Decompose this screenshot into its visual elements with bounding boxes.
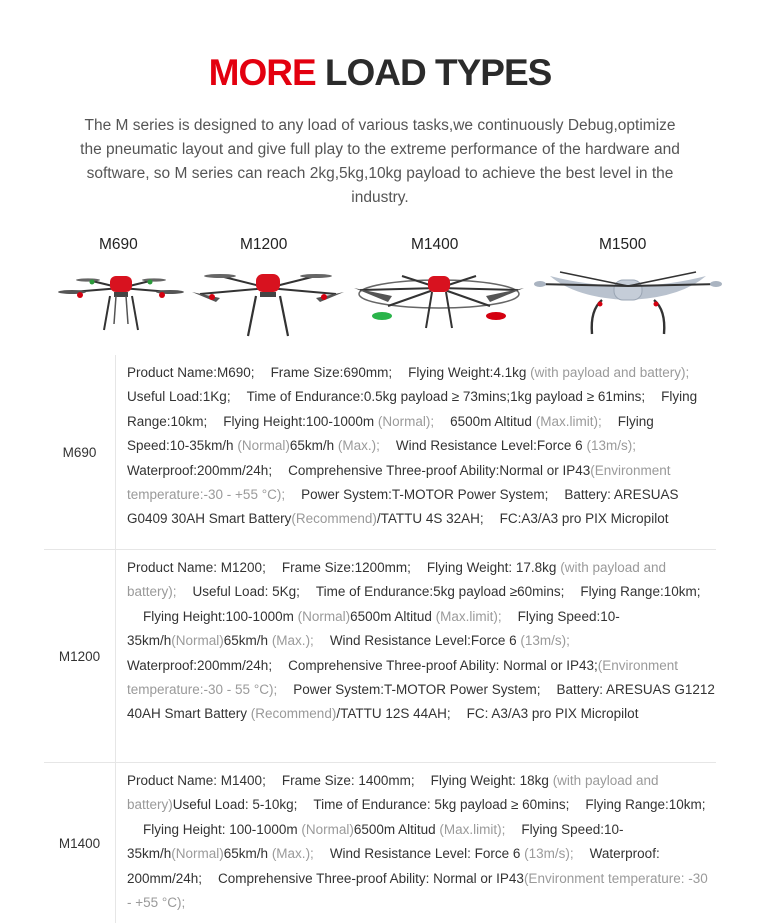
spec-item [313,797,569,812]
model-gallery [0,236,760,346]
spec-item-note: (Normal) [237,438,290,454]
spec-item-value: Battery: ARESUAS G1212 40AH Smart Battery [127,682,715,722]
spec-item-note: (Max.); [337,438,380,454]
spec-item-value: Waterproof:200mm/24h; [127,462,273,478]
spec-item [282,773,415,788]
spec-item-value: Product Name:M690; [127,365,255,380]
spec-item [224,846,314,861]
title-main: LOAD TYPES [315,52,552,93]
spec-item [330,846,574,861]
spec-item [330,633,570,648]
intro-paragraph: The M series is designed to any load of various tasks,we continuously Debug,optimize the pneumatic layout and give full play to the extreme performance of the hardware and software, so M series can reach 2kg,5kg,10kg payload to achieve the best level in the industry. [80,117,680,206]
spec-row-m1200 [44,550,716,763]
spec-item-value: Waterproof:200mm/24h; [127,657,273,673]
spec-item-value: FC:A3/A3 pro PIX Micropilot [499,511,669,527]
model-label-m1200: M1200 [240,236,288,253]
spec-item-value: Product Name: M1400; [127,773,266,788]
spec-item-value: Flying Weight:4.1kg [408,365,531,380]
spec-item-value: Flying Range:10km; [127,389,698,429]
spec-item-value: Flying Height:100-1000m [223,413,378,429]
spec-item-note: (Environment temperature:-30 - 55 °C); [127,657,679,698]
spec-item [224,633,314,648]
spec-item-value: 6500m Altitud [353,821,440,837]
spec-item-note: (Max.); [271,633,314,649]
spec-item-note: (Environment temperature:-30 - +55 °C); [127,462,671,503]
spec-item [377,511,484,526]
spec-item [293,682,540,697]
spec-row-description [116,550,716,762]
spec-item-value: 6500m Altitud [350,608,436,624]
spec-item-value: Comprehensive Three-proof Ability: Normal or IP43; [288,657,598,673]
spec-row-model: M690 [44,355,116,549]
spec-item [271,365,393,380]
spec-row-m690 [44,355,716,550]
spec-item-note: (Recommend) [291,511,377,527]
spec-item [127,389,231,404]
spec-row-model: M1200 [44,550,116,762]
spec-item-value: Power System:T-MOTOR Power System; [293,682,541,698]
spec-item-note: (with payload and battery); [127,560,667,600]
spec-item-value: Wind Resistance Level:Force 6 [329,633,521,649]
spec-item-value: 65km/h [223,846,272,862]
model-label-m1400: M1400 [411,236,459,253]
spec-item [336,706,450,721]
spec-item-value: Time of Endurance: 5kg payload ≥ 60mins; [313,797,570,813]
page-title [0,52,760,94]
spec-row-m1400 [44,763,716,923]
title-accent: MORE [208,52,316,93]
spec-item-note: (Max.limit); [439,821,506,837]
spec-item [450,414,602,429]
spec-item-value: Flying Speed:10-35km/h [127,413,654,454]
spec-item [585,797,705,812]
spec-item-note: (Environment temperature: -30 - +55 °C); [127,870,708,911]
spec-item-value: Useful Load:1Kg; [127,389,231,405]
model-label-m690: M690 [99,236,138,253]
spec-item-note: (Recommend) [250,706,337,722]
drone-m1500-image [530,266,726,336]
spec-item-note: (Max.limit); [535,413,602,429]
spec-item-value: Wind Resistance Level:Force 6 [395,438,587,454]
spec-item [173,797,298,812]
spec-item [247,389,646,404]
spec-item-value: FC: A3/A3 pro PIX Micropilot [466,706,639,722]
spec-item-value: 65km/h [223,633,272,649]
spec-row-description [116,763,716,923]
drone-m1400-image [352,266,526,330]
spec-item [127,560,266,575]
spec-item-value: /TATTU 4S 32AH; [376,511,484,527]
spec-item [223,414,434,429]
spec-item-value: Frame Size:690mm; [270,365,393,380]
spec-item-value: Comprehensive Three-proof Ability: Normal or IP43 [218,870,524,886]
spec-item [580,584,700,599]
spec-item [350,609,502,624]
spec-item-value: Wind Resistance Level: Force 6 [329,846,525,862]
spec-item-value: Flying Range:10km; [580,584,701,600]
spec-item-value: Useful Load: 5-10kg; [172,797,298,813]
spec-item [143,822,354,837]
spec-item-note: (Max.limit); [435,608,502,624]
spec-row-model: M1400 [44,763,116,923]
spec-item-value: Flying Weight: 18kg [430,773,553,788]
spec-item-value: Flying Range:10km; [585,797,706,813]
spec-row-description [116,355,716,549]
spec-item-note: (Normal); [377,413,435,429]
spec-item-note: (with payload and battery) [127,773,659,813]
spec-item-value: Time of Endurance:5kg payload ≥60mins; [315,584,565,600]
spec-item [193,584,300,599]
spec-item-value: 6500m Altitud [450,413,536,429]
spec-item-value: /TATTU 12S 44AH; [336,706,451,722]
spec-item-note: (13m/s); [520,633,570,649]
spec-item-value: Waterproof: 200mm/24h; [127,846,660,886]
spec-item-value: Flying Speed:10-35km/h [127,608,620,649]
spec-item [290,438,380,453]
spec-item-value: Flying Height:100-1000m [143,608,298,624]
spec-item [127,658,272,673]
spec-item [396,438,636,453]
spec-item [354,822,506,837]
spec-item-value: Flying Weight: 17.8kg [426,560,561,575]
spec-item [143,609,350,624]
spec-item-note: (Normal) [301,821,354,837]
spec-item-value: Product Name: M1200; [127,560,266,575]
spec-item [127,871,708,910]
spec-item-note: (with payload and battery); [530,365,690,380]
spec-item [127,365,255,380]
spec-item [127,463,272,478]
spec-item-value: Flying Height: 100-1000m [143,821,302,837]
spec-item-note: (Normal) [171,846,224,862]
spec-item-value: Time of Endurance:0.5kg payload ≥ 73mins;1kg payload ≥ 61mins; [246,389,646,405]
spec-item-value: Useful Load: 5Kg; [192,584,300,600]
spec-item [500,511,669,526]
spec-item-value: Frame Size:1200mm; [281,560,411,575]
spec-item [467,706,639,721]
spec-item-note: (13m/s); [586,438,636,454]
spec-item [282,560,411,575]
spec-item [316,584,565,599]
spec-item-value: Comprehensive Three-proof Ability:Normal or IP43 [288,462,591,478]
spec-item-note: (Normal) [297,608,351,624]
spec-item [408,365,689,380]
spec-item-value: 65km/h [289,438,338,454]
spec-item-note: (Normal) [171,633,224,649]
spec-item-value: Frame Size: 1400mm; [281,773,415,788]
spec-item-note: (Max.); [271,846,314,862]
spec-item [301,487,548,502]
spec-item [127,773,266,788]
drone-m1200-image [190,264,346,338]
spec-item-value: Battery: ARESUAS G0409 30AH Smart Battery [127,487,679,527]
spec-item-value: Power System:T-MOTOR Power System; [301,487,549,503]
drone-m690-image [58,268,184,334]
spec-item-note: (13m/s); [524,846,574,862]
spec-item-value: Flying Speed:10-35km/h [127,821,624,862]
model-label-m1500: M1500 [599,236,647,253]
spec-table [44,355,716,923]
